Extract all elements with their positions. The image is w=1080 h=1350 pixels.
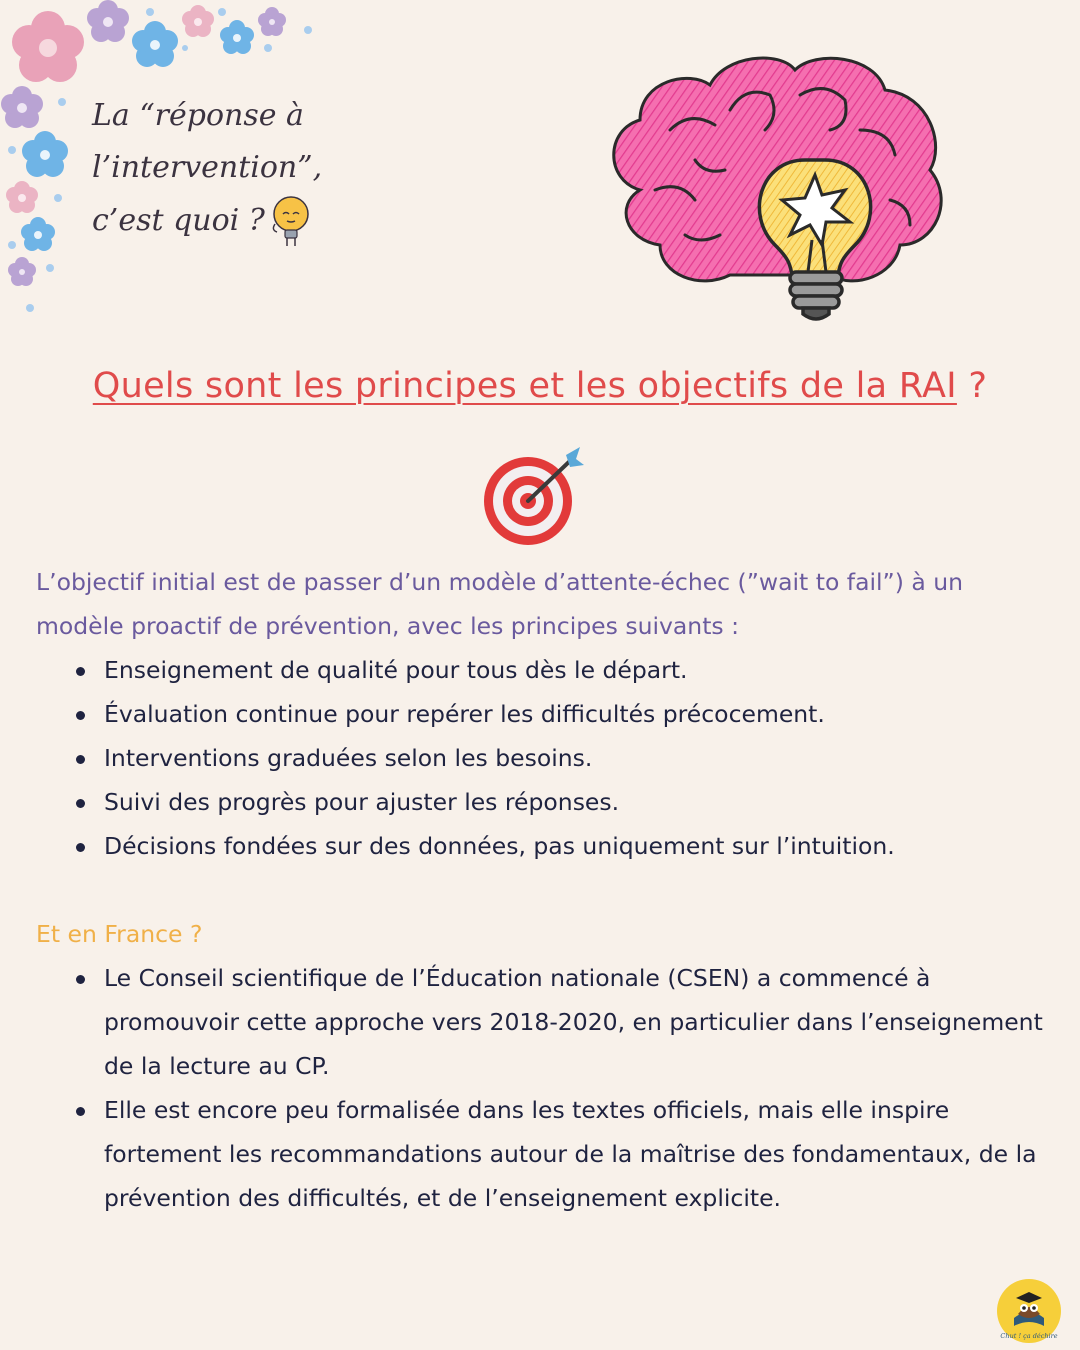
brain-lightbulb-illustration <box>600 40 960 340</box>
france-list <box>36 956 1046 1220</box>
principles-list <box>36 648 1046 868</box>
thinking-bulb-icon <box>269 194 313 250</box>
list-item: Évaluation continue pour repérer les difficultés précocement. <box>36 692 1046 736</box>
section-heading <box>0 366 1080 406</box>
list-item: Suivi des progrès pour ajuster les réponses. <box>36 780 1046 824</box>
list-item: Enseignement de qualité pour tous dès le départ. <box>36 648 1046 692</box>
list-item: Interventions graduées selon les besoins. <box>36 736 1046 780</box>
list-item: Elle est encore peu formalisée dans les textes officiels, mais elle inspire fortement les recommandations autour de la maîtrise des fondamentaux, de la prévention des difficultés, et de l’enseignement explicite. <box>36 1088 1046 1220</box>
owl-logo-badge <box>996 1278 1062 1344</box>
france-heading: Et en France ? <box>36 920 203 948</box>
target-dart-icon <box>480 445 590 550</box>
hero-title-line-3-text: c’est quoi ? <box>92 203 265 238</box>
section-heading-suffix: ? <box>956 366 988 406</box>
badge-text: Chut ! ça déchire <box>1000 1332 1058 1340</box>
hero-title <box>92 90 412 250</box>
section-heading-underlined: Quels sont les principes et les objectifs de la RAI <box>92 366 957 406</box>
intro-paragraph: L’objectif initial est de passer d’un modèle d’attente-échec (”wait to fail”) à un modèle proactif de prévention, avec les principes suivants : <box>36 568 963 640</box>
list-item: Décisions fondées sur des données, pas uniquement sur l’intuition. <box>36 824 1046 868</box>
list-item: Le Conseil scientifique de l’Éducation nationale (CSEN) a commencé à promouvoir cette approche vers 2018-2020, en particulier dans l’enseignement de la lecture au CP. <box>36 956 1046 1088</box>
hero-title-line-3 <box>92 194 412 250</box>
hero-title-line-1: La “réponse à <box>92 98 304 133</box>
hero-title-line-2: l’intervention”, <box>92 150 323 185</box>
